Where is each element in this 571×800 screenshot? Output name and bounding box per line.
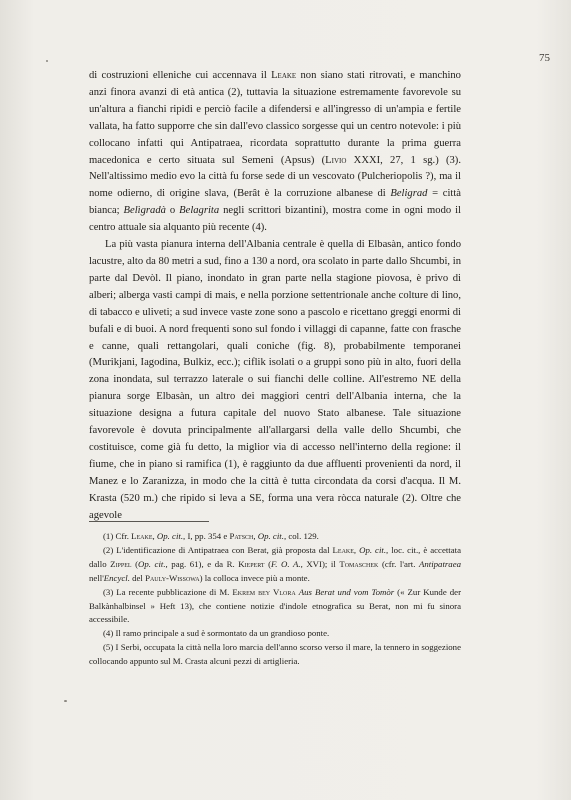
footnote-divider [89, 521, 209, 522]
scan-speck [64, 700, 67, 702]
text-run: , [253, 531, 258, 541]
text-run: , XVI); il [300, 558, 340, 569]
text-run: , [152, 531, 157, 541]
author-name: Tomaschek [339, 558, 379, 569]
main-text [89, 68, 461, 524]
author-name: M. Ekrem bey Vlora [219, 586, 296, 597]
page-number: 75 [539, 52, 550, 64]
text-run: , col. 129. [283, 531, 319, 541]
author-name: Zippel [110, 558, 132, 569]
text-run: (2) L'identificazione di Antipatraea con Berat, già proposta dal [103, 544, 333, 555]
footnote-1 [89, 530, 461, 544]
italic-term: Op. cit. [257, 531, 284, 541]
footnotes [89, 530, 461, 669]
text-run: di costruzioni elleniche cui accennava il [89, 70, 272, 81]
italic-term: Belagrita [179, 205, 220, 217]
text-run: , I, pp. 354 e [183, 531, 230, 541]
text-run: (« Zur Kunde der Balkànhalbinsel » Heft 13), che contiene notizie d'indole etnografica su Berat, non mi fu sinora accessibile. [89, 586, 462, 625]
author-name: Livio [325, 154, 347, 166]
text-run: ) la colloca invece più a monte. [199, 572, 310, 583]
italic-term: Encycl. [103, 572, 130, 583]
text-run: non siano stati ritrovati, e manchino anzi finora avanzi di età antica (2), tuttavia la situazione estremamente favorevole su un'altura a fianchi ripidi e perciò facile a difendersi e all'ingresso di un'ampia e fertile vallata, ha fatto supporre che sin dall'evo classico sorgesse qui un centro notevole: i più collocano infatti qui Antipatraea, ricordata soprattutto durante la prima guerra macedonica e certo situata sul Semeni (Apsus) ( [89, 70, 461, 166]
italic-term: Op. cit. [138, 558, 166, 569]
text-run: ( [264, 558, 272, 569]
italic-term: Op. cit. [156, 531, 184, 541]
footnote-5: (5) I Serbi, occupata la città nella loro marcia dell'anno scorso verso il mare, la tennero in soggezione collocando appunto sul M. Crasta alcuni pezzi di artiglieria. [89, 642, 461, 667]
italic-term: Belìgradà [123, 205, 166, 217]
text-run: , loc. cit., è accettata dallo [89, 544, 462, 569]
italic-term: Antipatraea [418, 558, 462, 569]
author-name: Leake [131, 531, 153, 541]
author-name: R. Kiepert [226, 558, 265, 569]
text-run: (1) Cfr. [103, 531, 132, 541]
italic-term: Aus Berat und vom Tomòr [298, 586, 395, 597]
text-run: (3) La recente pubblicazione di [103, 586, 220, 597]
text-run: , [353, 544, 360, 555]
text-run: o [165, 205, 180, 217]
paragraph-berat [89, 68, 461, 237]
footnote-2 [89, 544, 461, 586]
author-name: Leake [271, 70, 297, 81]
text-run: XXXI, 27, 1 sg.) (3). Nell'altissimo medio evo la città fu forse sede di un vescovato (Pulcheriopolis ?), ma il nome odierno, di origine slava, (Berât è la corruzione albanese di [89, 154, 461, 200]
text-run: (cfr. l'art. [378, 558, 419, 569]
text-run: negli scrittori bizantini), mostra come in ogni modo il centro attuale sia alquanto più recente (4). [89, 205, 462, 234]
author-name: Pauly-Wissowa [145, 572, 200, 583]
author-name: Leake [332, 544, 354, 555]
paragraph-elbasan: La più vasta pianura interna dell'Albania centrale è quella di Elbasàn, antico fondo lacustre, alto da 80 metri a sud, fino a 130 a nord, ora scolato in parte dallo Shcumbi, in parte dal Devòl. Il piano, inondato in gran parte nella stagione piovosa, è privo di alberi; alberga vasti campi di mais, e nella porzione settentrionale anche colture di lino, di tabacco e uliveti; a sud invece vaste zone sono a pascolo e ricettano greggi enormi di bufali e di buoi. A nord frequenti sono sul fondo i villaggi di capanne, fatte con frasche e canne, quali rettangolari, quali coniche (fig. 8), probabilmente temporanei (Murikjani, Iagodina, Bulkiz, ecc.); ciflik isolati o a gruppi sono più in alto, fuori della zona inondata, sul terrazzo laterale o sui fianchi delle colline. All'estremo NE della pianura sorge Elbasàn, un altro dei maggiori centri dell'Albania interna, che la situazione designa a futura capitale del nuovo Stato albanese. Tale situazione favorevole è dovuta principalmente all'allargarsi della valle dello Shcumbi, che costituisce, come già fu detto, la miglior via di accesso nell'interno della regione: il fiume, che in piano si ramifica (1), è raggiunto da due affluenti provenienti da nord, il Manez e lo Zaranizza, in modo che la città è tutta circondata da corsi d'acqua. Il M. Krasta (520 m.) che ripido si leva a SE, forma una vera ròcca naturale (2). Oltre che agevole [89, 239, 461, 521]
footnote-3 [89, 586, 461, 628]
scan-speck [46, 60, 48, 62]
text-run: nell' [89, 572, 104, 583]
text-run: ( [131, 558, 139, 569]
footnote-4: (4) Il ramo principale a sud è sormontato da un grandioso ponte. [103, 628, 330, 639]
italic-term: Beligrad [390, 188, 428, 200]
text-run: = città bianca; [89, 188, 461, 217]
author-name: Patsch [229, 531, 254, 541]
italic-term: Op. cit. [359, 544, 387, 555]
text-run: , pag. 61), e da [165, 558, 227, 569]
text-run: del [129, 572, 146, 583]
italic-term: F. O. A. [271, 558, 301, 569]
